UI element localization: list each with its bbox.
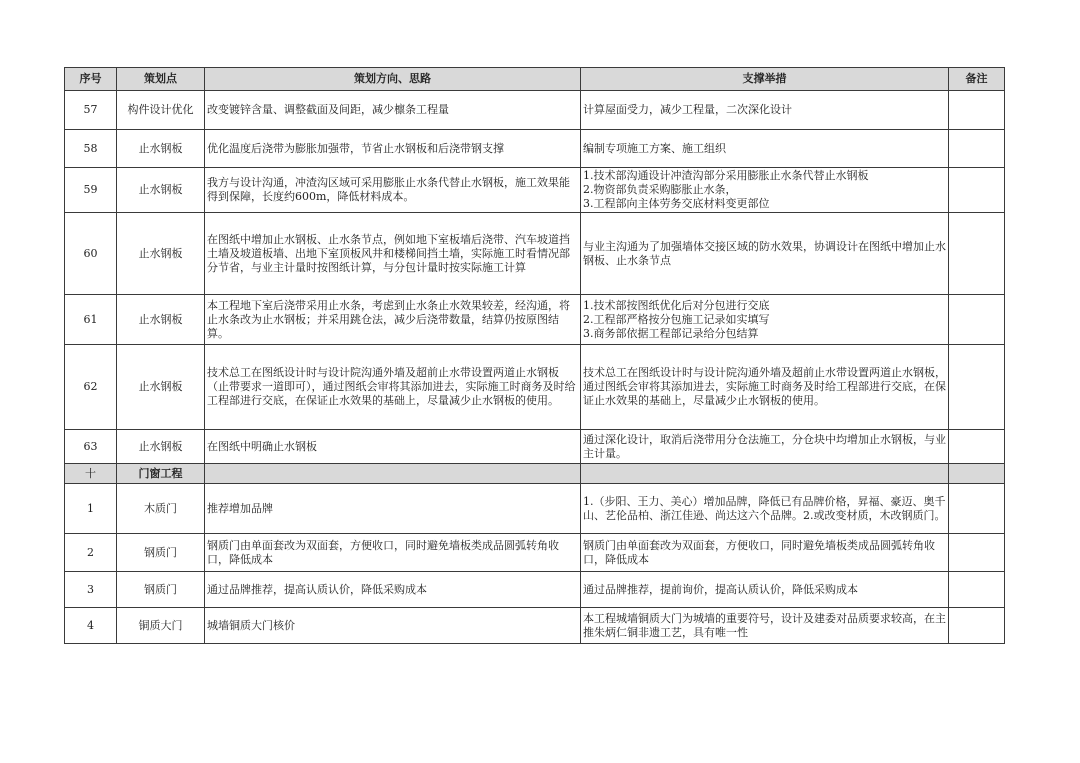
- cell-measures: 1.技术部沟通设计冲渣沟部分采用膨胀止水条代替止水钢板 2.物资部负责采购膨胀止水条， 3.工程部向主体劳务交底材料变更部位: [581, 168, 949, 213]
- cell-measures: 钢质门由单面套改为双面套，方便收口，同时避免墙板类成品圆弧转角收口，降低成本: [581, 534, 949, 572]
- header-direction: 策划方向、思路: [205, 68, 581, 91]
- cell-point: 铜质大门: [117, 608, 205, 644]
- cell-seq: 60: [65, 213, 117, 295]
- cell-remark: [949, 484, 1005, 534]
- cell-remark: [949, 168, 1005, 213]
- cell-direction: 推荐增加品牌: [205, 484, 581, 534]
- planning-table: [64, 67, 1005, 644]
- cell-remark: [949, 295, 1005, 345]
- cell-point: 止水钢板: [117, 213, 205, 295]
- table-row: [65, 534, 1005, 572]
- cell-point: 钢质门: [117, 534, 205, 572]
- cell-remark: [949, 91, 1005, 130]
- cell-point: 钢质门: [117, 572, 205, 608]
- cell-direction: 技术总工在图纸设计时与设计院沟通外墙及超前止水带设置两道止水钢板（止带要求一道即可），通过图纸会审将其添加进去，实际施工时商务及时给工程部进行交底，在保证止水效果的基础上，尽量减少止水钢板的使用。: [205, 345, 581, 430]
- cell-seq: 4: [65, 608, 117, 644]
- cell-point: 止水钢板: [117, 168, 205, 213]
- cell-direction: 改变镀锌含量、调整截面及间距，减少檩条工程量: [205, 91, 581, 130]
- section-title: 门窗工程: [117, 464, 205, 484]
- cell-direction: 优化温度后浇带为膨胀加强带，节省止水钢板和后浇带钢支撑: [205, 130, 581, 168]
- cell-point: 止水钢板: [117, 295, 205, 345]
- header-row: [65, 68, 1005, 91]
- header-measures: 支撑举措: [581, 68, 949, 91]
- section-row: [65, 464, 1005, 484]
- header-seq: 序号: [65, 68, 117, 91]
- cell-direction: [205, 464, 581, 484]
- cell-point: 木质门: [117, 484, 205, 534]
- table-row: [65, 484, 1005, 534]
- cell-remark: [949, 345, 1005, 430]
- cell-remark: [949, 534, 1005, 572]
- cell-remark: [949, 130, 1005, 168]
- cell-seq: 2: [65, 534, 117, 572]
- cell-measures: 通过品牌推荐，提前询价，提高认质认价，降低采购成本: [581, 572, 949, 608]
- cell-measures: 本工程城墙铜质大门为城墙的重要符号，设计及建委对品质要求较高，在主推朱炳仁铜非遗工艺，具有唯一性: [581, 608, 949, 644]
- cell-remark: [949, 608, 1005, 644]
- table-row: [65, 168, 1005, 213]
- cell-point: 构件设计优化: [117, 91, 205, 130]
- cell-direction: 本工程地下室后浇带采用止水条，考虑到止水条止水效果较差，经沟通，将止水条改为止水钢板；并采用跳仓法，减少后浇带数量，结算仍按原图结算。: [205, 295, 581, 345]
- cell-direction: 在图纸中增加止水钢板、止水条节点，例如地下室板墙后浇带、汽车坡道挡土墙及坡道板墙、出地下室顶板风井和楼梯间挡土墙，实际施工时看情况部分节省，与业主计量时按图纸计算，与分包计量时按实际施工计算: [205, 213, 581, 295]
- cell-measures: 1.技术部按图纸优化后对分包进行交底 2.工程部严格按分包施工记录如实填写 3.商务部依据工程部记录给分包结算: [581, 295, 949, 345]
- table-row: [65, 608, 1005, 644]
- cell-point: 止水钢板: [117, 345, 205, 430]
- cell-seq: 3: [65, 572, 117, 608]
- cell-measures: 计算屋面受力，减少工程量，二次深化设计: [581, 91, 949, 130]
- cell-seq: 63: [65, 430, 117, 464]
- table-row: [65, 295, 1005, 345]
- header-point: 策划点: [117, 68, 205, 91]
- cell-remark: [949, 572, 1005, 608]
- cell-direction: 城墙铜质大门核价: [205, 608, 581, 644]
- cell-measures: 通过深化设计，取消后浇带用分仓法施工，分仓块中均增加止水钢板，与业主计量。: [581, 430, 949, 464]
- cell-measures: [581, 464, 949, 484]
- cell-direction: 我方与设计沟通，冲渣沟区域可采用膨胀止水条代替止水钢板，施工效果能得到保障，长度约600m，降低材料成本。: [205, 168, 581, 213]
- cell-measures: 技术总工在图纸设计时与设计院沟通外墙及超前止水带设置两道止水钢板，通过图纸会审将其添加进去，实际施工时商务及时给工程部进行交底，在保证止水效果的基础上，尽量减少止水钢板的使用。: [581, 345, 949, 430]
- cell-remark: [949, 213, 1005, 295]
- table-row: [65, 213, 1005, 295]
- table-row: [65, 572, 1005, 608]
- cell-measures: 编制专项施工方案、施工组织: [581, 130, 949, 168]
- cell-seq: 58: [65, 130, 117, 168]
- cell-seq: 1: [65, 484, 117, 534]
- cell-seq: 61: [65, 295, 117, 345]
- cell-seq: 57: [65, 91, 117, 130]
- table-row: [65, 430, 1005, 464]
- cell-remark: [949, 430, 1005, 464]
- cell-point: 止水钢板: [117, 130, 205, 168]
- section-number: 十: [65, 464, 117, 484]
- cell-point: 止水钢板: [117, 430, 205, 464]
- table-row: [65, 345, 1005, 430]
- table-row: [65, 91, 1005, 130]
- table-row: [65, 130, 1005, 168]
- cell-seq: 62: [65, 345, 117, 430]
- header-remark: 备注: [949, 68, 1005, 91]
- cell-direction: 通过品牌推荐，提高认质认价，降低采购成本: [205, 572, 581, 608]
- cell-remark: [949, 464, 1005, 484]
- cell-direction: 在图纸中明确止水钢板: [205, 430, 581, 464]
- cell-seq: 59: [65, 168, 117, 213]
- cell-direction: 钢质门由单面套改为双面套，方便收口，同时避免墙板类成品圆弧转角收口，降低成本: [205, 534, 581, 572]
- cell-measures: 1.（步阳、王力、美心）增加品牌，降低已有品牌价格，昇福、豪迈、奥千山、艺伦品柏、浙江佳逊、尚达这六个品牌。2.或改变材质，木改钢质门。: [581, 484, 949, 534]
- cell-measures: 与业主沟通为了加强墙体交接区域的防水效果，协调设计在图纸中增加止水钢板、止水条节点: [581, 213, 949, 295]
